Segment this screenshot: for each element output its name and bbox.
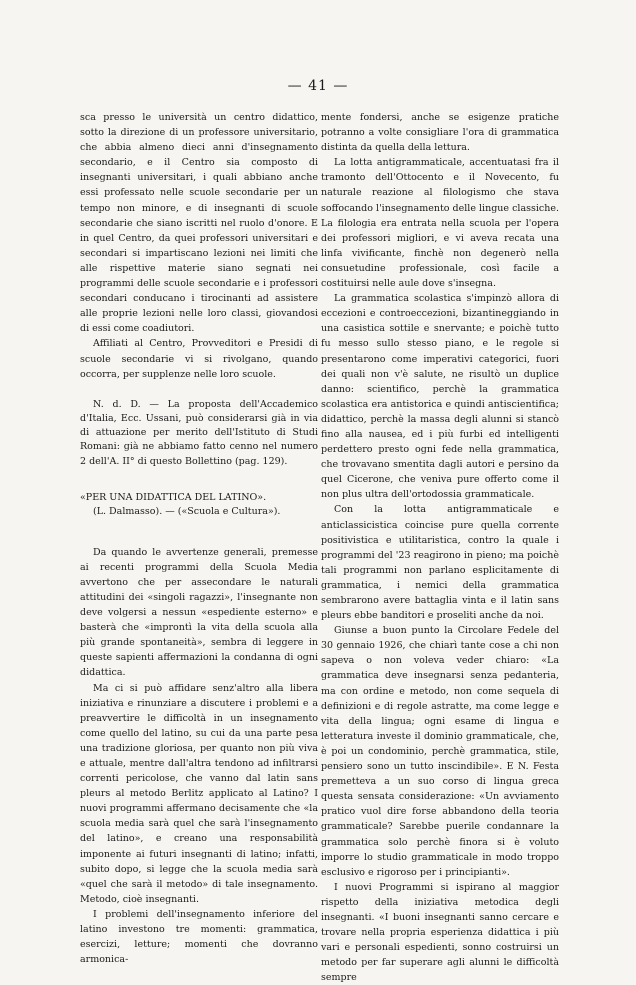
paragraph: Con la lotta antigrammaticale e anticlassicistica coincise pure quella corrente positivistica e utilitaristica, contro la quale i programmi del '23 reagirono in pieno; ma poichè tali programmi non parlano esplicitamente di grammatica, i nemici della grammatica sembrarono avere battaglia vinta e il latin sans pleurs ebbe banditori e proseliti anche da noi. <box>321 504 559 622</box>
paragraph: Affiliati al Centro, Provveditori e Presidi di scuole secondarie vi si rivolgano, quando occorra, per supplenze nelle loro scuole. <box>80 338 318 380</box>
section-source: (L. Dalmasso). — («Scuola e Cultura»). <box>93 505 281 517</box>
paragraph: Da quando le avvertenze generali, premesse ai recenti programmi della Scuola Media avvertono che per assecondare le naturali attitudini dei «singoli ragazzi», l'insegnante non deve volgersi a nessun «espediente esterno» e basterà che «improntì la vita della scuola alla più grande spontaneità», sembra di leggere in queste sapienti affermazioni la condanna di ogni didattica. <box>80 546 318 679</box>
paragraph: Giunse a buon punto la Circolare Fedele del 30 gennaio 1926, che chiarì tante cose a chi non sapeva o non voleva veder chiaro: «La grammatica deve insegnarsi senza pedanteria, ma con ordine e metodo, non come sequela di definizioni e di regole astratte, ma come legge e vita della lingua; ogni esame di lingua e letteratura investe il dominio grammaticale, che, è poi un condominio, perchè grammatica, stile, pensiero sono un tutto inscindibile». E N. Festa premetteva a un suo corso di lingua greca questa sensata considerazione: «Un avviamento pratico vuol dire forse abbandono della teoria grammaticale? Sarebbe puerile condannare la grammatica solo perchè finora si è voluto imporre lo studio grammaticale in modo troppo esclusivo e rigoroso per i principianti». <box>321 625 559 878</box>
editor-note: N. d. D. — La proposta dell'Accademico d'Italia, Ecc. Ussani, può considerarsi già in via di attuazione per merito dell'Istituto di Studi Romani: già ne abbiamo fatto cenno nel numero 2 dell'A. II° di questo Bollettino (pag. 129). <box>80 398 318 467</box>
right-column <box>321 110 559 985</box>
paragraph: La grammatica scolastica s'impinzò allora di eccezioni e controeccezioni, bizantineggiando in una casistica sottile e snervante; e poichè tutto fu messo sullo stesso piano, e le regole si presentarono come imperativi categorici, fuori dei quali non v'è salute, ne risultò un duplice danno: scientifico, perchè la grammatica scolastica era antistorica e quindi antiscientifica; didattico, perchè la massa degli alunni si stancò fino alla nausea, ed i più furbi ed intelligenti perdettero presto ogni fede nella grammatica, che trovavano smentita dagli autori e persino da quel Cicerone, che veniva pure offerto come il non plus ultra dell'ortodossia grammaticale. <box>321 293 559 501</box>
paragraph: I problemi dell'insegnamento inferiore del latino investono tre momenti: grammatica, esercizi, letture; momenti che dovranno armonica- <box>80 908 318 966</box>
paragraph: mente fondersi, anche se esigenze pratiche potranno a volte consigliare l'ora di grammatica distinta da quella della lettura. <box>321 112 559 154</box>
section-title: «PER UNA DIDATTICA DEL LATINO». <box>80 491 267 503</box>
paragraph: Ma ci si può affidare senz'altro alla libera iniziativa e rinunziare a discutere i problemi e a preavvertire le difficoltà in un insegnamento come quello del latino, su cui da una parte pesa una tradizione gloriosa, per quanto non più viva e attuale, mentre dall'altra tendono ad infiltrarsi correnti pericolose, che vanno dal latin sans pleurs al metodo Berlitz applicato al Latino? I nuovi programmi affermano decisamente che «la scuola media sarà quel che sarà l'insegnamento del latino», e creano una responsabilità imponente ai futuri insegnanti di latino; infatti, subito dopo, si legge che la scuola media sarà «quel che sarà il metodo» di tale insegnamento. Metodo, cioè insegnanti. <box>80 682 318 905</box>
page-number: — 41 — <box>287 78 349 94</box>
left-column <box>80 110 318 967</box>
paragraph: La lotta antigrammaticale, accentuatasi fra il tramonto dell'Ottocento e il Novecento, fu naturale reazione al filologismo che stava soffocando l'insegnamento delle lingue classiche. La filologia era entrata nella scuola per l'opera dei professori migliori, e vi aveva recata una linfa vivificante, finchè non degenerò nella consuetudine professionale, così facile a costituirsi nelle aule dove s'insegna. <box>321 157 559 290</box>
paragraph: I nuovi Programmi si ispirano al maggior rispetto della iniziativa metodica degli insegnanti. «I buoni insegnanti sanno cercare e trovare nella propria esperienza didattica i più vari e personali espedienti, sonno costruirsi un metodo per far superare agli alunni le difficoltà sempre <box>321 881 559 984</box>
paragraph: sca presso le università un centro didattico, sotto la direzione di un professore universitario, che abbia almeno dieci anni d'insegnamento secondario, e il Centro sia composto di insegnanti universitari, i quali abbiano anche essi professato nelle scuole secondarie per un tempo non minore, e di insegnanti di scuole secondarie che siano iscritti nel ruolo d'onore. E in quel Centro, da quei professori universitari e secondari si impartiscano lezioni nei limiti che alle rispettive materie siano segnati nei programmi delle scuole secondarie e i professori secondari conducano i tirocinanti ad assistere alle proprie lezioni nelle loro classi, giovandosi di essi come coadiutori. <box>80 112 318 335</box>
